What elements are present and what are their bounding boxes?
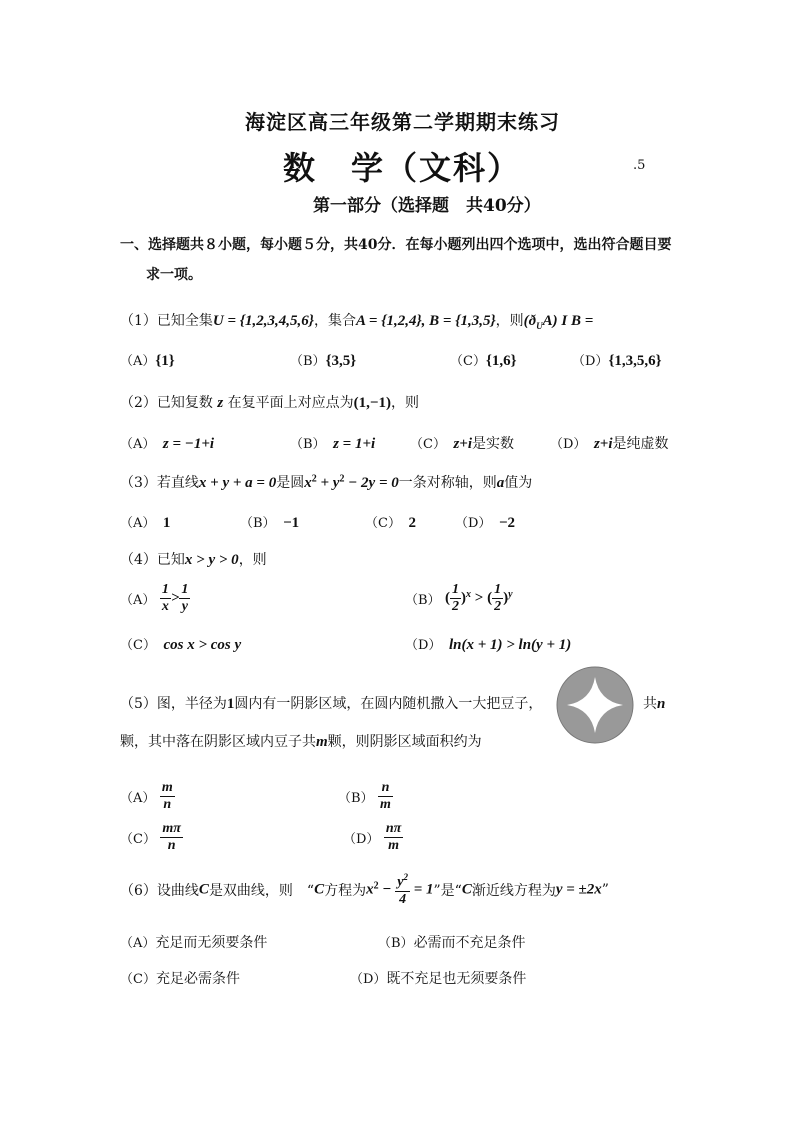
q3-mid: 是圆 <box>276 475 305 491</box>
question-1 <box>120 310 593 331</box>
option-value: −1 <box>283 515 300 531</box>
question-5-line-1 <box>120 693 542 713</box>
q6-text: 渐近线方程为 <box>471 882 556 899</box>
option-label: （A） <box>120 593 156 609</box>
q1-option-c[interactable] <box>450 350 517 370</box>
q1-prefix: （1）已知全集 <box>120 313 213 329</box>
q6-minus: − <box>378 881 396 898</box>
q1-then: ，则 <box>495 313 524 329</box>
q1-subscript: U <box>536 320 543 331</box>
option-label: （B） <box>405 593 441 609</box>
question-4 <box>120 549 267 569</box>
q1-sets-ab: A = {1,2,4}, B = {1,3,5} <box>356 313 496 329</box>
paren: ) <box>503 590 509 607</box>
q6-option-d[interactable] <box>350 968 526 988</box>
option-value: 必需而不充足条件 <box>413 935 526 951</box>
q1-expression-2: A) I B = <box>542 313 594 329</box>
q2-option-d[interactable] <box>550 433 669 453</box>
q1-universal-set: U = {1,2,3,4,5,6} <box>212 313 314 329</box>
option-value: 充足必需条件 <box>155 971 240 987</box>
q2-option-c[interactable] <box>410 433 514 453</box>
q6-curve: C <box>198 881 209 898</box>
q2-mid: 在复平面上对应点为 <box>227 395 354 411</box>
option-value: {1} <box>155 353 175 369</box>
q6-eq-tail: = 1 <box>409 881 434 898</box>
q6-text: （6）设曲线 <box>120 882 199 899</box>
option-label: （A） <box>120 516 149 531</box>
q5-text: 圆内有一阴影区域，在圆内随机撒入一大把豆子， <box>234 696 543 712</box>
q3-option-c[interactable] <box>365 512 416 532</box>
fraction: $\frac{y^2}{4}$ <box>397 872 408 907</box>
q2-var: z <box>217 395 224 411</box>
q4-option-b[interactable] <box>405 582 513 615</box>
exponent: x <box>466 588 472 600</box>
gt-sign: > ( <box>471 590 493 607</box>
question-5-line-1-tail <box>643 693 665 713</box>
instructions-line-1: 一、选择题共８小题，每小题５分，共40分．在每小题列出四个选项中，选出符合题目要 <box>120 237 672 253</box>
option-label: （B） <box>240 516 270 531</box>
option-tail: 是纯虚数 <box>612 436 669 452</box>
q5-text: 颗，则阴影区域面积约为 <box>327 734 482 750</box>
option-label: （C） <box>120 972 156 987</box>
q5-text: 颗，其中落在阴影区域内豆子共 <box>120 734 316 750</box>
q5-option-a[interactable] <box>120 780 175 813</box>
q3-square-1: 2 <box>311 473 317 485</box>
q4-prefix: （4）已知 <box>120 552 185 568</box>
q5-radius: 1 <box>226 696 235 712</box>
q2-suffix: ，则 <box>390 395 419 411</box>
q3-line-equation: x + y + a = 0 <box>198 475 277 491</box>
option-label: （D） <box>455 516 485 531</box>
option-label: （A） <box>120 437 149 452</box>
option-tail: 是实数 <box>472 436 515 452</box>
option-value: 充足而无须要条件 <box>155 935 268 951</box>
option-label: （B） <box>290 437 320 452</box>
question-2 <box>120 392 419 412</box>
q3-var: a <box>496 475 505 491</box>
q6-text: 方程为 <box>324 882 367 899</box>
q5-option-d[interactable] <box>343 821 403 854</box>
option-label: （D） <box>550 437 580 452</box>
q6-option-c[interactable] <box>120 968 240 988</box>
fraction: $\frac{1}{x}$ <box>161 582 169 615</box>
option-label: （D） <box>343 832 380 848</box>
question-5-line-2 <box>120 731 482 751</box>
q2-option-b[interactable] <box>290 433 375 453</box>
option-label: （A） <box>120 354 156 369</box>
paren: ) <box>461 590 467 607</box>
option-label: （B） <box>378 936 414 951</box>
option-value: −2 <box>498 515 515 531</box>
q5-text: （5）图，半径为 <box>120 696 227 712</box>
instructions-line-2: 求一项。 <box>146 267 202 283</box>
option-value: z = −1+i <box>162 436 215 452</box>
q1-mid: ，集合 <box>314 313 356 329</box>
q2-prefix: （2）已知复数 <box>120 395 213 411</box>
option-label: （C） <box>365 516 395 531</box>
gt-sign: > <box>170 590 180 607</box>
q6-option-b[interactable] <box>378 932 526 952</box>
q6-eq-x: x <box>366 881 374 898</box>
part-heading: 第一部分（选择题 共40分） <box>313 196 541 216</box>
q6-square: 2 <box>373 880 379 892</box>
option-value: z = 1+i <box>333 436 376 452</box>
q6-asymptote: y = ±2x <box>555 881 602 898</box>
q4-suffix: ，则 <box>238 552 267 568</box>
q6-curve: C <box>314 881 325 898</box>
q6-text: 是双曲线，则 “ <box>208 882 315 899</box>
option-value: 既不充足也无须要条件 <box>386 971 527 987</box>
fraction: $\frac{m}{n}$ <box>161 780 173 813</box>
q6-text: ”是“ <box>433 882 462 899</box>
q3-tail: 值为 <box>504 475 533 491</box>
option-label: （C） <box>120 638 150 653</box>
question-3 <box>120 472 532 492</box>
option-value: 1 <box>162 515 171 531</box>
q6-curve: C <box>461 881 472 898</box>
q5-option-c[interactable] <box>120 821 183 854</box>
fraction: $\frac{m\pi}{n}$ <box>162 821 181 854</box>
option-label: （B） <box>290 354 326 369</box>
option-value: {1,3,5,6} <box>608 353 662 369</box>
option-value: {3,5} <box>325 353 357 369</box>
option-value: cos x > cos y <box>163 637 242 653</box>
option-value: z+i <box>453 436 473 452</box>
q3-option-b[interactable] <box>240 512 299 532</box>
q1-expression: (ð <box>523 313 537 329</box>
option-label: （A） <box>120 936 156 951</box>
option-value: z+i <box>593 436 613 452</box>
q5-option-b[interactable] <box>338 780 393 813</box>
subject-title: 数 学（文科） <box>283 149 522 187</box>
option-value: ln(x + 1) > ln(y + 1) <box>448 637 572 653</box>
fraction: $\frac{n}{m}$ <box>380 780 391 813</box>
exam-title: 海淀区高三年级第二学期期末练习 <box>245 110 560 134</box>
q5-n: n <box>657 696 666 712</box>
q3-suffix: 一条对称轴，则 <box>398 475 497 491</box>
option-label: （D） <box>572 354 609 369</box>
q3-option-a[interactable] <box>120 512 170 532</box>
q3-circle-y: + y <box>316 475 340 491</box>
q3-option-d[interactable] <box>455 512 515 532</box>
fraction: $\frac{1}{2}$ <box>494 582 502 615</box>
reference-mark: .5 <box>633 158 646 173</box>
q4-option-d[interactable] <box>405 634 571 654</box>
q6-option-a[interactable] <box>120 932 267 952</box>
option-label: （C） <box>120 832 156 848</box>
option-label: （D） <box>405 638 435 653</box>
option-value: {1,6} <box>485 353 517 369</box>
option-label: （C） <box>410 437 440 452</box>
paren: ( <box>445 590 451 607</box>
option-value: 2 <box>408 515 416 531</box>
q5-m: m <box>316 734 328 750</box>
fraction: $\frac{n\pi}{m}$ <box>385 821 402 854</box>
q1-option-a[interactable] <box>120 350 175 370</box>
q5-text: 共 <box>643 696 657 712</box>
option-label: （C） <box>450 354 486 369</box>
q2-option-a[interactable] <box>120 433 214 453</box>
exponent: y <box>508 588 513 600</box>
option-label: （D） <box>350 972 387 987</box>
question-6 <box>120 872 609 908</box>
fraction: $\frac{1}{2}$ <box>452 582 460 615</box>
q3-circle-x: x <box>304 475 312 491</box>
fraction: $\frac{1}{y}$ <box>181 582 189 615</box>
shaded-circle-figure <box>555 665 635 745</box>
q4-condition: x > y > 0 <box>184 552 239 568</box>
q6-text: ” <box>601 881 609 898</box>
q1-option-b[interactable] <box>290 350 356 370</box>
q1-option-d[interactable] <box>572 350 662 370</box>
q4-option-c[interactable] <box>120 634 241 654</box>
option-label: （A） <box>120 791 156 807</box>
q3-square-2: 2 <box>339 473 345 485</box>
q3-prefix: （3）若直线 <box>120 475 199 491</box>
q3-circle-rest: − 2y = 0 <box>344 475 399 491</box>
q2-point: (1,−1) <box>353 395 391 411</box>
option-label: （B） <box>338 791 374 807</box>
q4-option-a[interactable] <box>120 582 190 615</box>
